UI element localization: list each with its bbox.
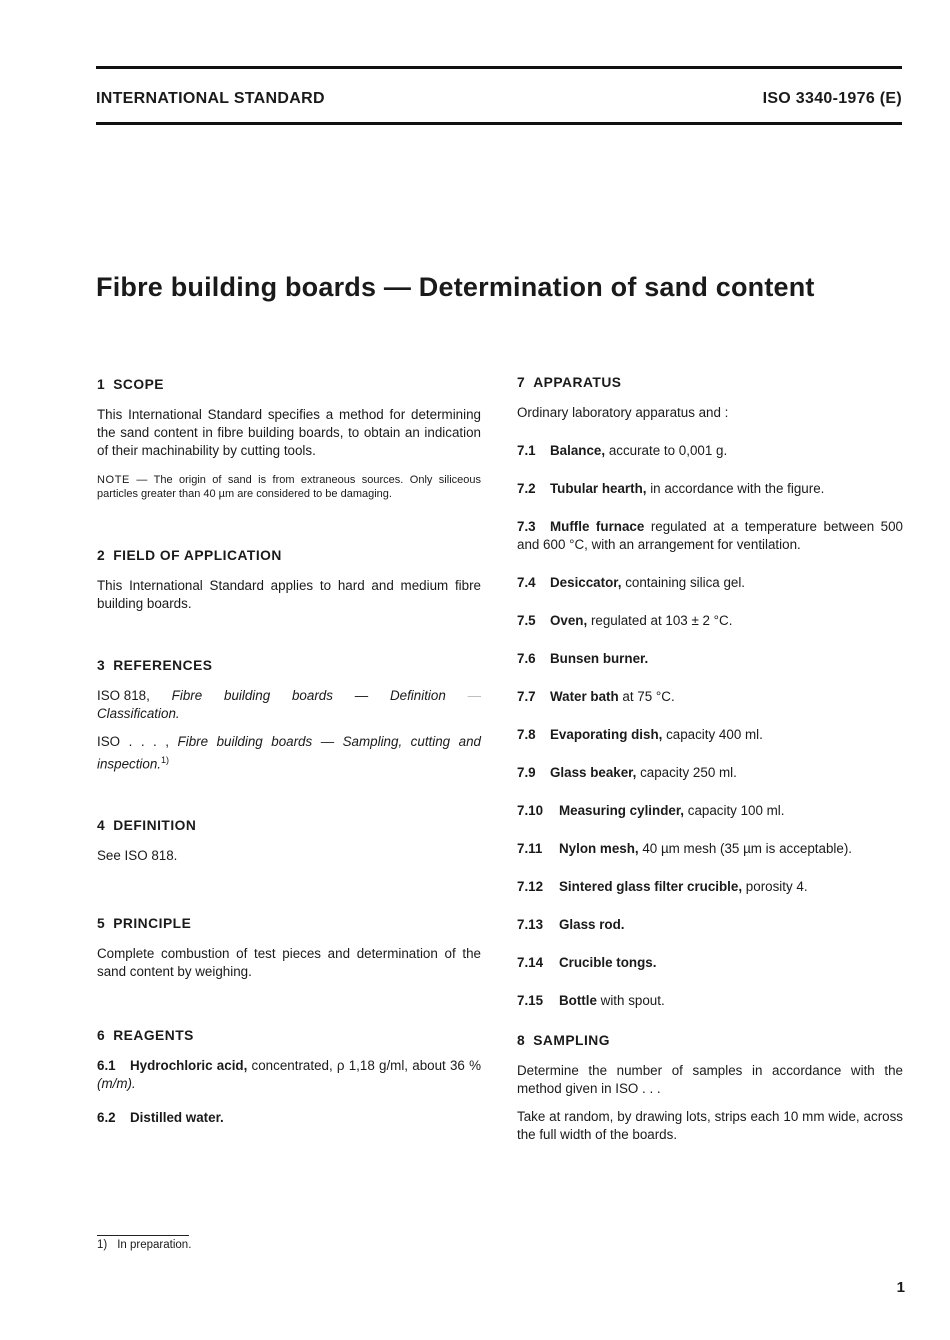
apparatus-item bbox=[517, 802, 903, 820]
section-scope-heading bbox=[97, 376, 481, 394]
apparatus-item bbox=[517, 688, 903, 706]
header-bottom-rule bbox=[96, 122, 902, 125]
apparatus-item bbox=[517, 650, 903, 668]
item-name: Balance, bbox=[550, 443, 606, 458]
apparatus-item bbox=[517, 764, 903, 782]
field-text: This International Standard applies to hard and medium fibre building boards. bbox=[97, 578, 481, 611]
item-number: 7.10 bbox=[517, 803, 544, 818]
reference-code: ISO . . . , bbox=[97, 734, 170, 749]
item-number: 7.2 bbox=[517, 481, 536, 496]
document-title: Fibre building boards — Determination of sand content bbox=[96, 272, 815, 302]
item-name: Hydrochloric acid, bbox=[130, 1058, 248, 1074]
section-title: REFERENCES bbox=[113, 658, 213, 673]
section-title: PRINCIPLE bbox=[113, 916, 192, 932]
item-name: Glass beaker, bbox=[550, 765, 637, 780]
header-right: ISO 3340-1976 (E) bbox=[762, 90, 902, 107]
apparatus-item bbox=[517, 840, 903, 858]
note-label: NOTE bbox=[97, 474, 130, 486]
left-column bbox=[97, 376, 481, 1127]
item-description: capacity 400 ml. bbox=[662, 727, 763, 742]
scope-text: This International Standard specifies a method for determining the sand content in fibre building boards, to obtain an indication of their machinability by cutting tools. bbox=[97, 407, 481, 458]
footnote-rule bbox=[97, 1235, 189, 1236]
item-description: 40 µm mesh (35 µm is acceptable). bbox=[638, 841, 853, 856]
item-number: 7.3 bbox=[517, 519, 536, 534]
apparatus-item bbox=[517, 878, 903, 896]
reference-iso-818: ISO 818, Fibre building boards — Definition — Classification. bbox=[97, 688, 481, 721]
item-description: capacity 100 ml. bbox=[684, 803, 785, 818]
footnote-mark: 1) bbox=[97, 1239, 108, 1251]
item-number: 7.7 bbox=[517, 689, 536, 704]
item-number: 7.8 bbox=[517, 727, 536, 742]
page-number: 1 bbox=[896, 1279, 905, 1296]
section-reagents-heading bbox=[97, 1027, 481, 1045]
item-description: regulated at 103 ± 2 °C. bbox=[587, 613, 733, 628]
item-number: 7.15 bbox=[517, 993, 544, 1008]
section-title: SAMPLING bbox=[533, 1033, 611, 1048]
reagent-item bbox=[97, 1109, 481, 1127]
item-description: containing silica gel. bbox=[621, 575, 746, 590]
scope-note bbox=[97, 473, 481, 501]
apparatus-item bbox=[517, 726, 903, 744]
apparatus-item bbox=[517, 442, 903, 460]
item-number: 7.13 bbox=[517, 917, 544, 932]
section-title: APPARATUS bbox=[533, 375, 622, 390]
sampling-text-2: Take at random, by drawing lots, strips each 10 mm wide, across the full width of the boards. bbox=[517, 1109, 903, 1142]
item-number: 7.6 bbox=[517, 651, 536, 666]
apparatus-item bbox=[517, 574, 903, 592]
apparatus-item bbox=[517, 992, 903, 1010]
footnote-marker: 1) bbox=[161, 755, 170, 765]
item-name: Desiccator, bbox=[550, 575, 622, 590]
section-definition-heading bbox=[97, 817, 481, 835]
section-title: FIELD OF APPLICATION bbox=[113, 548, 282, 563]
section-title: SCOPE bbox=[113, 377, 164, 392]
section-number: 3 bbox=[97, 658, 106, 673]
section-number: 8 bbox=[517, 1033, 526, 1048]
item-description: regulated at a temperature between 500 and 600 °C, with an arrangement for ventilation. bbox=[517, 519, 903, 552]
section-title: REAGENTS bbox=[113, 1028, 194, 1044]
right-column bbox=[517, 374, 903, 1144]
item-number: 7.1 bbox=[517, 443, 536, 458]
section-references-heading bbox=[97, 657, 481, 675]
reference-code: ISO 818, bbox=[97, 688, 150, 703]
item-description: at 75 °C. bbox=[618, 689, 675, 704]
item-number: 6.2 bbox=[97, 1110, 116, 1126]
footnote-text: In preparation. bbox=[117, 1239, 192, 1251]
item-name: Muffle furnace bbox=[550, 519, 645, 534]
item-name: Water bath bbox=[550, 689, 619, 704]
item-name: Nylon mesh, bbox=[559, 841, 639, 856]
item-name: Bottle bbox=[559, 993, 597, 1008]
item-description: in accordance with the figure. bbox=[646, 481, 825, 496]
section-number: 4 bbox=[97, 818, 106, 834]
section-number: 6 bbox=[97, 1028, 106, 1044]
item-number: 7.14 bbox=[517, 955, 544, 970]
note-text: — The origin of sand is from extraneous sources. Only siliceous particles greater than 40 µm are considered to be damaging. bbox=[97, 474, 481, 500]
apparatus-item bbox=[517, 916, 903, 934]
section-number: 2 bbox=[97, 548, 106, 563]
apparatus-list bbox=[517, 442, 903, 1010]
section-number: 5 bbox=[97, 916, 106, 932]
item-number: 6.1 bbox=[97, 1058, 116, 1074]
footnote bbox=[97, 1239, 191, 1251]
item-name: Sintered glass filter crucible, bbox=[559, 879, 743, 894]
reference-title: Fibre building boards — Sampling, cutting and inspection. bbox=[97, 734, 481, 772]
section-sampling-heading bbox=[517, 1032, 903, 1050]
item-description: accurate to 0,001 g. bbox=[605, 443, 728, 458]
section-apparatus-heading bbox=[517, 374, 903, 392]
item-description: porosity 4. bbox=[742, 879, 808, 894]
item-number: 7.12 bbox=[517, 879, 544, 894]
reference-iso-sampling bbox=[97, 733, 481, 773]
section-number: 1 bbox=[97, 377, 106, 392]
item-name: Glass rod. bbox=[559, 917, 625, 932]
principle-text: Complete combustion of test pieces and determination of the sand content by weighing. bbox=[97, 946, 481, 980]
section-title: DEFINITION bbox=[113, 818, 197, 834]
item-name: Oven, bbox=[550, 613, 588, 628]
item-number: 7.4 bbox=[517, 575, 536, 590]
item-name: Evaporating dish, bbox=[550, 727, 663, 742]
item-name: Bunsen burner. bbox=[550, 651, 649, 666]
item-name: Measuring cylinder, bbox=[559, 803, 685, 818]
item-description: with spout. bbox=[596, 993, 665, 1008]
apparatus-item bbox=[517, 612, 903, 630]
header-left: INTERNATIONAL STANDARD bbox=[96, 90, 325, 107]
item-number: 7.11 bbox=[517, 841, 543, 856]
section-number: 7 bbox=[517, 375, 526, 390]
item-description: capacity 250 ml. bbox=[636, 765, 737, 780]
sampling-text-1: Determine the number of samples in accordance with the method given in ISO . . . bbox=[517, 1063, 903, 1096]
apparatus-item bbox=[517, 518, 903, 554]
definition-text: See ISO 818. bbox=[97, 848, 178, 864]
item-number: 7.9 bbox=[517, 765, 536, 780]
section-principle-heading bbox=[97, 915, 481, 933]
item-number: 7.5 bbox=[517, 613, 536, 628]
item-name: Tubular hearth, bbox=[550, 481, 647, 496]
apparatus-item bbox=[517, 954, 903, 972]
item-name: Distilled water. bbox=[130, 1110, 224, 1126]
apparatus-intro: Ordinary laboratory apparatus and : bbox=[517, 405, 729, 420]
section-field-heading bbox=[97, 547, 481, 565]
header-top-rule bbox=[96, 66, 902, 69]
item-name: Crucible tongs. bbox=[559, 955, 657, 970]
apparatus-item bbox=[517, 480, 903, 498]
reagent-item: 6.1 Hydrochloric acid, concentrated, ρ 1,18 g/ml, about 36 % (m/m). bbox=[97, 1058, 481, 1092]
